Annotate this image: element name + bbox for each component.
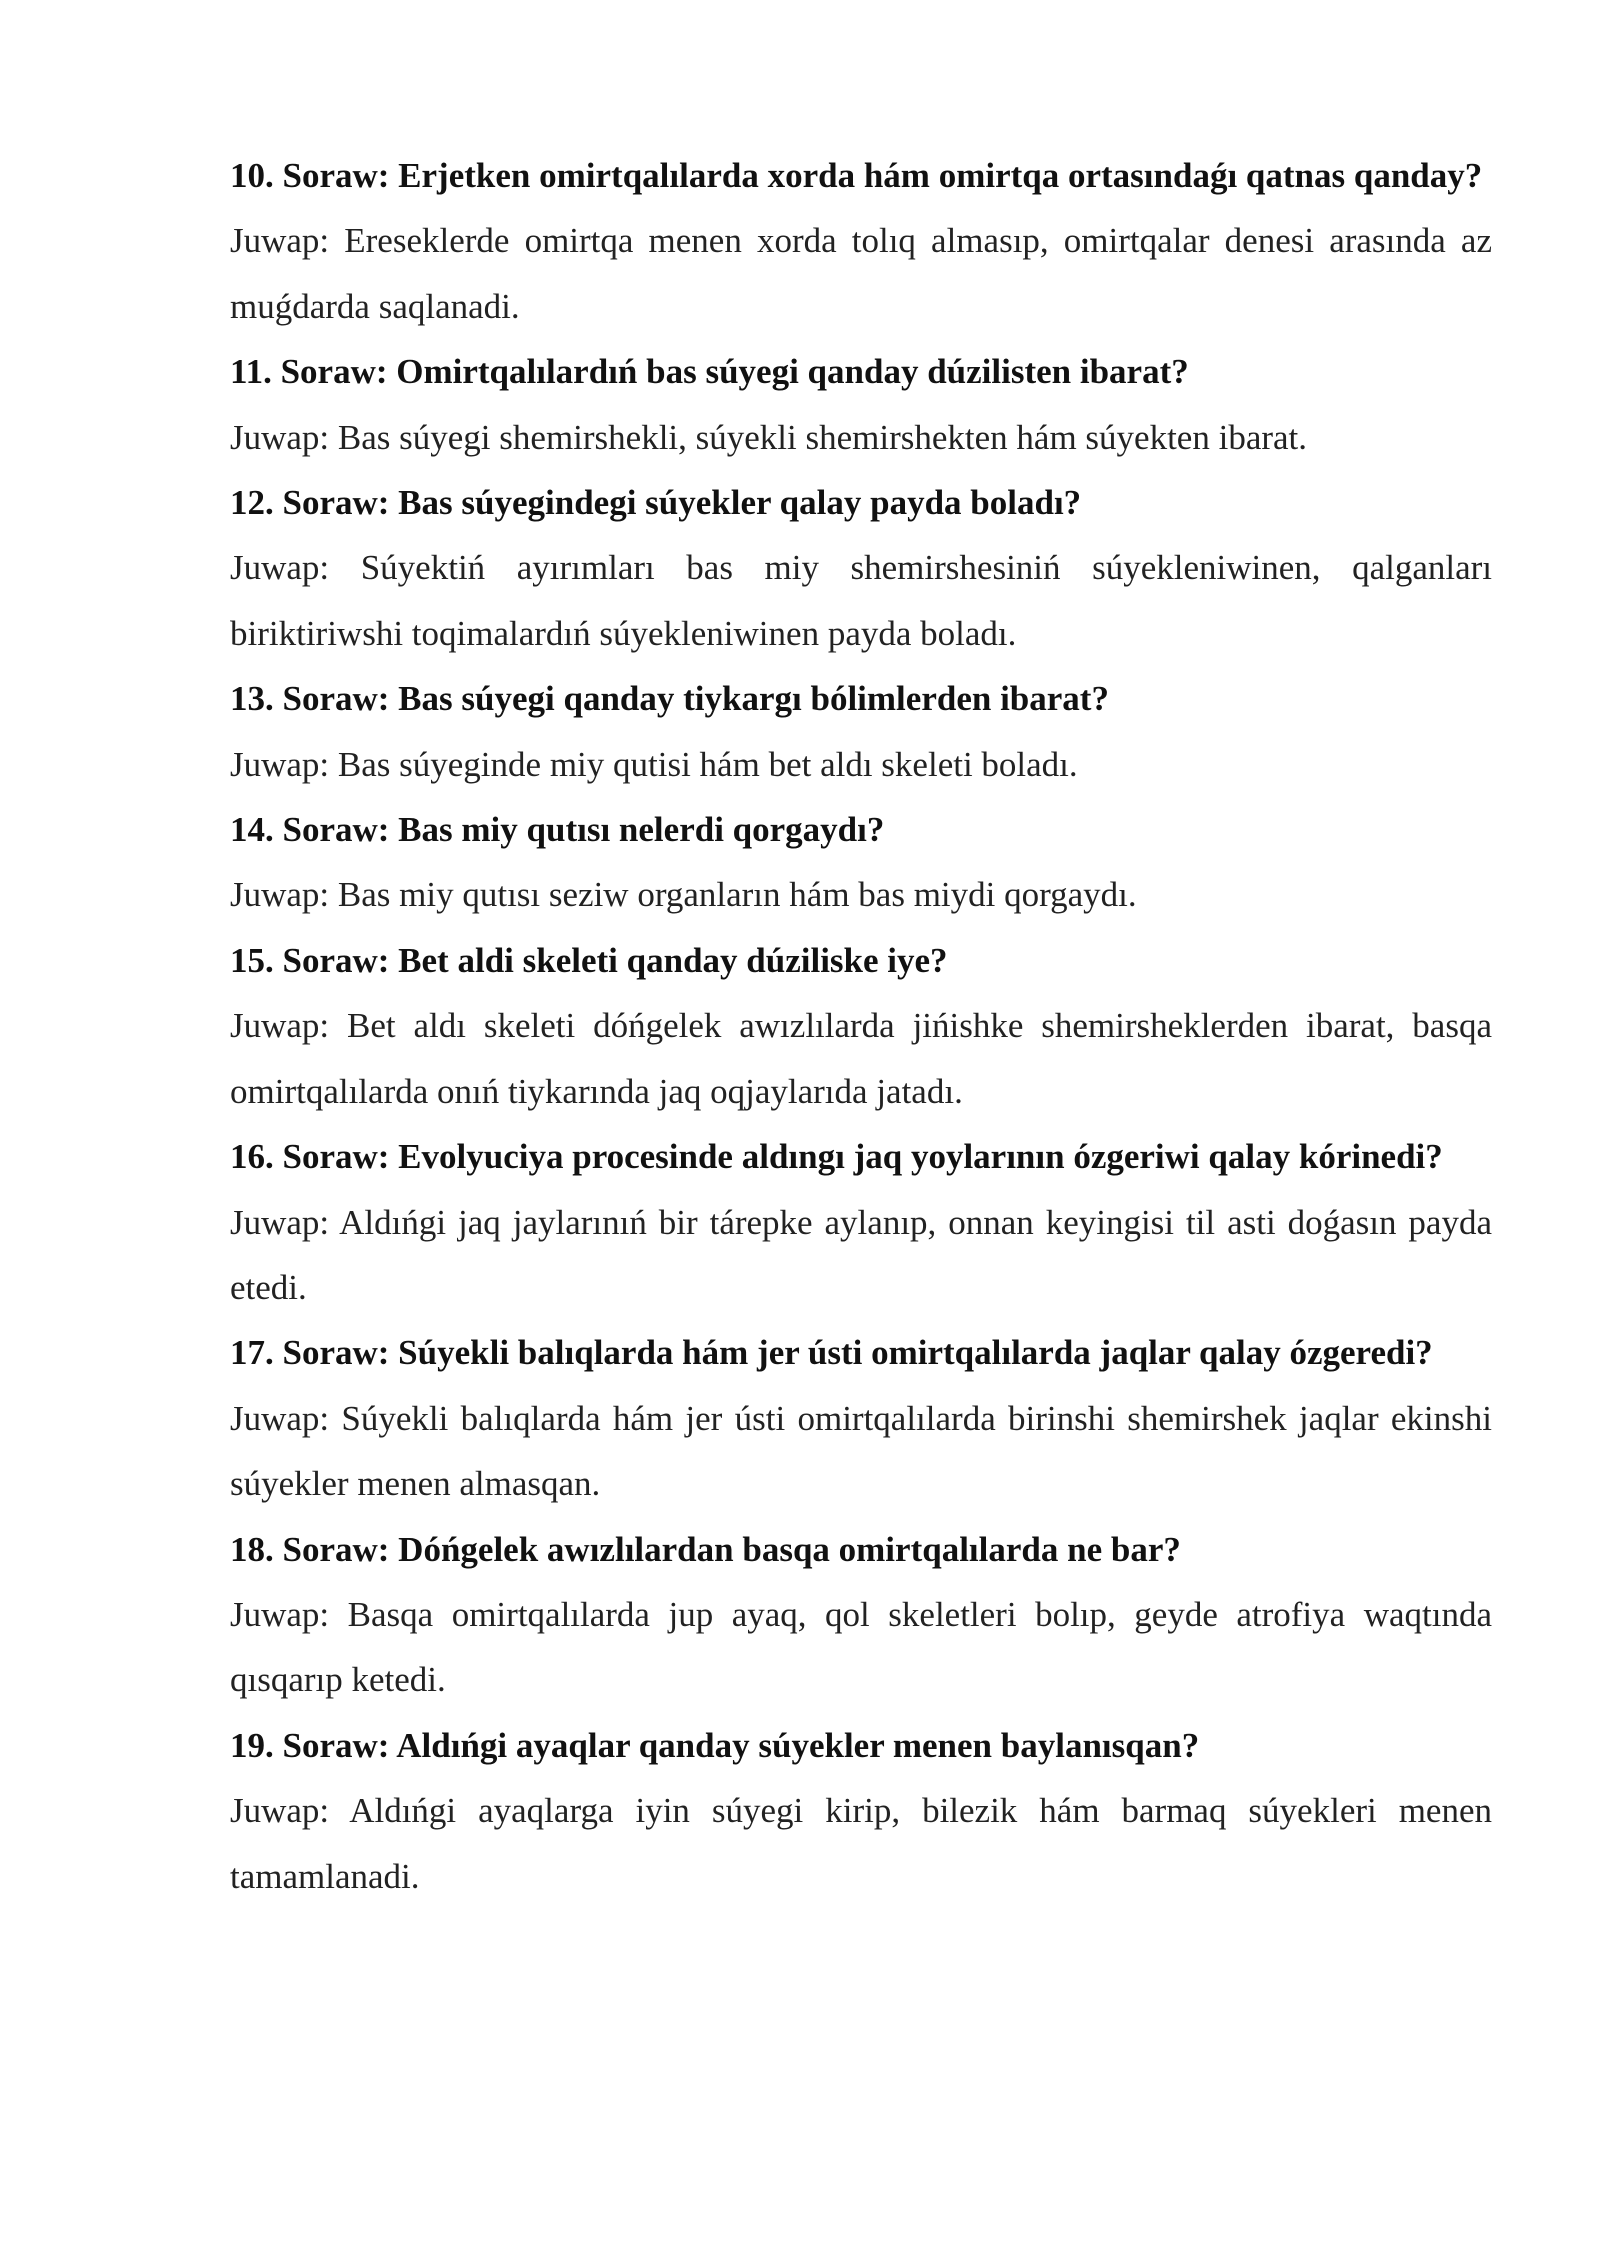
answer-text: Juwap: Aldıńgi ayaqlarga iyin súyegi kirip, bilezik hám barmaq súyekleri menen tamamlanadi. [230,1791,1492,1896]
answer-text: Juwap: Súyektiń ayırımları bas miy shemirshesiniń súyekleniwinen, qalganları biriktiriwshi toqimalardıń súyekleniwinen payda boladı. [230,548,1492,653]
answer-text: Juwap: Bas súyeginde miy qutisi hám bet aldı skeleti boladı. [230,744,1078,784]
question-text: 13. Soraw: Bas súyegi qanday tiykargı bólimlerden ibarat? [230,679,1109,719]
answer-text: Juwap: Súyekli balıqlarda hám jer ústi omirtqalılarda birinshi shemirshek jaqlar ekinshi súyekler menen almasqan. [230,1398,1492,1504]
qa-list [230,143,1492,1909]
qa-item [230,339,1492,470]
answer-text: Juwap: Ereseklerde omirtqa menen xorda tolıq almasıp, omirtqalar denesi arasında az muǵdarda saqlanadi. [230,221,1492,326]
qa-item [230,1713,1492,1909]
question-text: 18. Soraw: Dóńgelek awızlılardan basqa omirtqalılarda ne bar? [230,1529,1181,1569]
qa-item [230,928,1492,1124]
question-text: 12. Soraw: Bas súyegindegi súyekler qalay payda boladı? [230,483,1082,523]
answer-text: Juwap: Bas miy qutısı seziw organların hám bas miydi qorgaydı. [230,875,1137,915]
qa-item [230,1517,1492,1713]
qa-item [230,1320,1492,1516]
question-text: 15. Soraw: Bet aldi skeleti qanday dúziliske iye? [230,940,948,980]
answer-text: Juwap: Bas súyegi shemirshekli, súyekli shemirshekten hám súyekten ibarat. [230,417,1308,457]
qa-item [230,1124,1492,1320]
question-text: 14. Soraw: Bas miy qutısı nelerdi qorgaydı? [230,810,885,850]
qa-item [230,470,1492,666]
question-text: 19. Soraw: Aldıńgi ayaqlar qanday súyekler menen baylanısqan? [230,1725,1200,1765]
qa-item [230,666,1492,797]
qa-item [230,143,1492,339]
question-text: 17. Soraw: Súyekli balıqlarda hám jer ústi omirtqalılarda jaqlar qalay ózgeredi? [230,1333,1433,1373]
answer-text: Juwap: Aldıńgi jaq jaylarınıń bir tárepke aylanıp, onnan keyingisi til asti doǵasın payda etedi. [230,1202,1492,1307]
question-text: 16. Soraw: Evolyuciya procesinde aldıngı jaq yoylarının ózgeriwi qalay kórinedi? [230,1137,1443,1177]
question-text: 11. Soraw: Omirtqalılardıń bas súyegi qanday dúzilisten ibarat? [230,352,1189,392]
answer-text: Juwap: Basqa omirtqalılarda jup ayaq, qol skeletleri bolıp, geyde atrofiya waqtında qısqarıp ketedi. [230,1594,1492,1700]
question-text: 10. Soraw: Erjetken omirtqalılarda xorda hám omirtqa ortasındaǵı qatnas qanday? [230,156,1483,195]
qa-item [230,797,1492,928]
answer-text: Juwap: Bet aldı skeleti dóńgelek awızlılarda jińishke shemirsheklerden ibarat, basqa omirtqalılarda onıń tiykarında jaq oqjaylarıda jatadı. [230,1006,1492,1111]
